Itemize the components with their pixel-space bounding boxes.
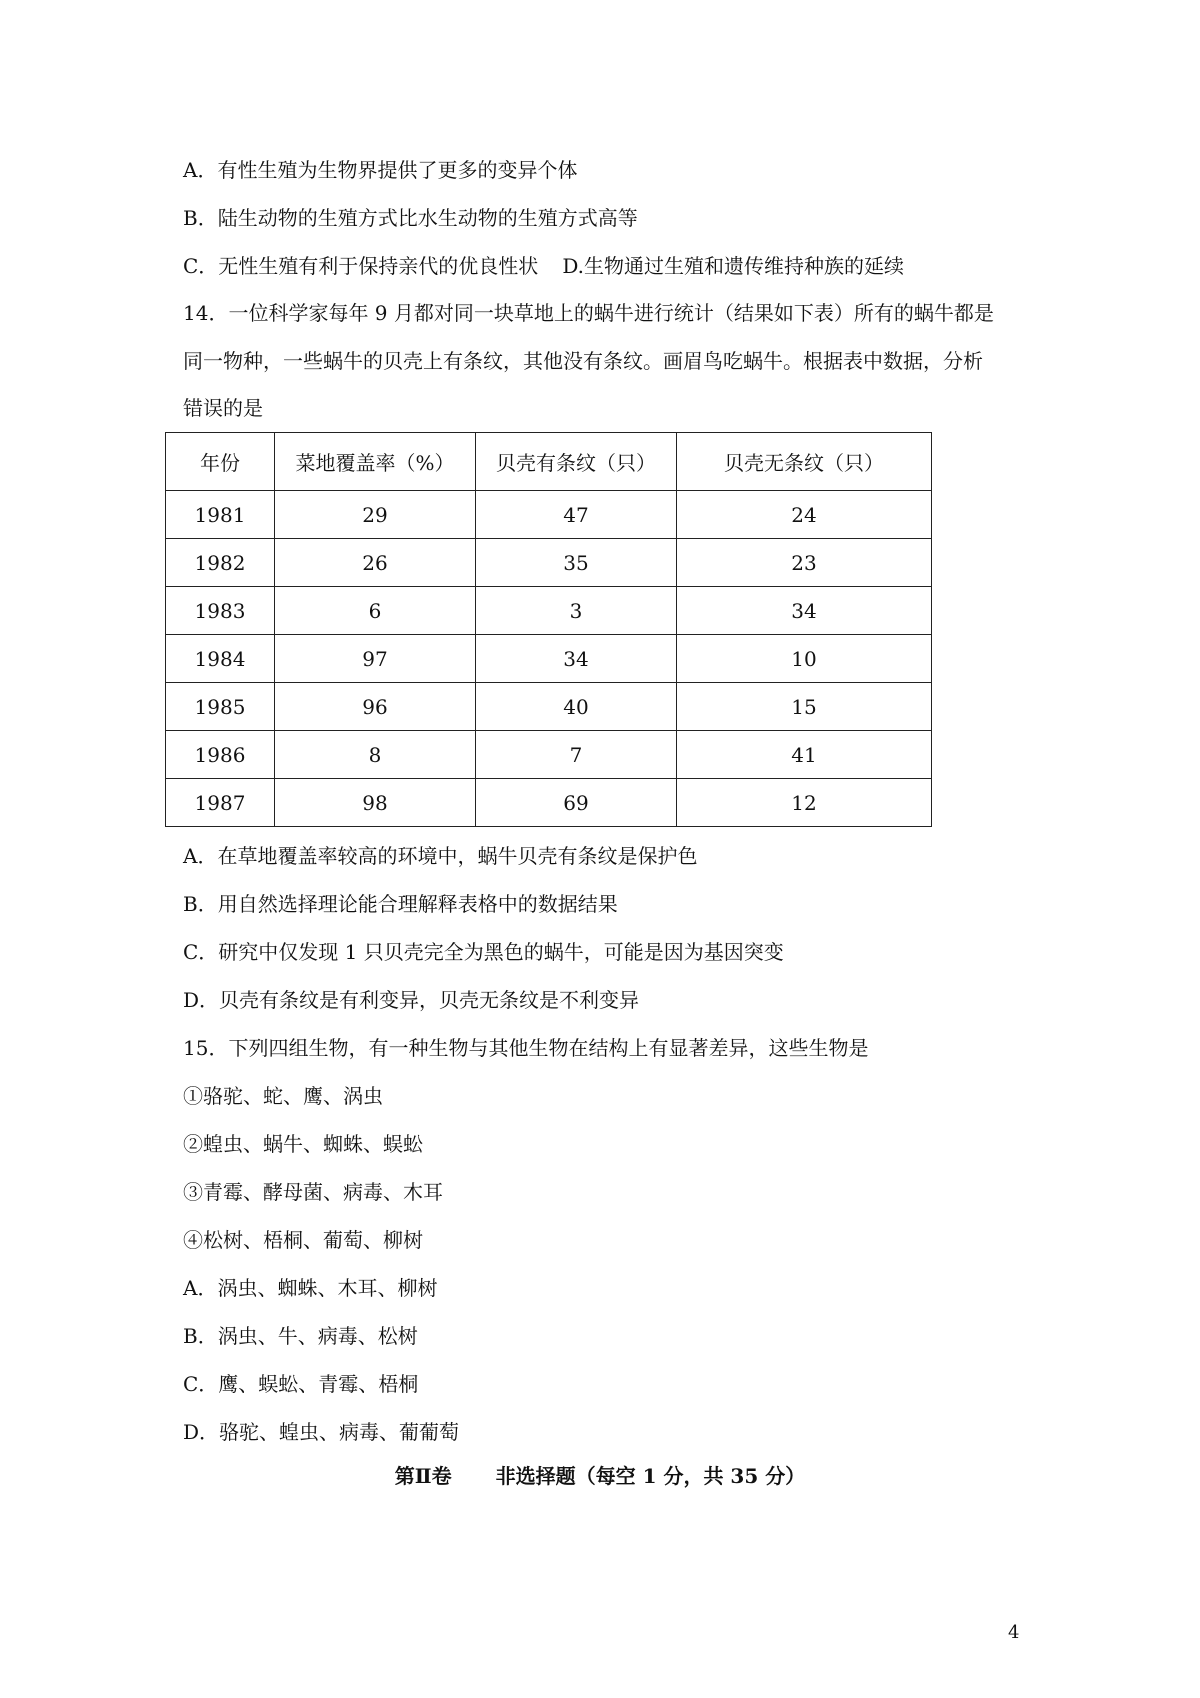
cell-year: 1985 xyxy=(166,683,275,731)
cell-coverage: 96 xyxy=(275,683,476,731)
q14-option-c: C．研究中仅发现 1 只贝壳完全为黑色的蜗牛，可能是因为基因突变 xyxy=(183,940,784,964)
cell-coverage: 98 xyxy=(275,779,476,827)
q13-option-a: A．有性生殖为生物界提供了更多的变异个体 xyxy=(183,158,578,182)
cell-unstriped: 23 xyxy=(677,539,932,587)
q13-option-b: B．陆生动物的生殖方式比水生动物的生殖方式高等 xyxy=(183,206,638,230)
table-header-row xyxy=(166,433,932,491)
header-year: 年份 xyxy=(166,433,275,491)
q14-stem-line-1: 14．一位科学家每年 9 月都对同一块草地上的蜗牛进行统计（结果如下表）所有的蜗牛都是 xyxy=(183,301,994,325)
cell-striped: 3 xyxy=(476,587,677,635)
header-coverage: 菜地覆盖率（%） xyxy=(275,433,476,491)
q15-option-d: D．骆驼、蝗虫、病毒、葡葡萄 xyxy=(183,1420,460,1444)
cell-striped: 40 xyxy=(476,683,677,731)
q13-options-cd xyxy=(183,253,904,279)
table-row xyxy=(166,539,932,587)
header-unstriped: 贝壳无条纹（只） xyxy=(677,433,932,491)
cell-coverage: 97 xyxy=(275,635,476,683)
q15-group-3: ③青霉、酵母菌、病毒、木耳 xyxy=(183,1180,443,1204)
q14-option-a: A．在草地覆盖率较高的环境中，蜗牛贝壳有条纹是保护色 xyxy=(183,844,698,868)
cell-striped: 47 xyxy=(476,491,677,539)
q14-stem-line-2: 同一物种，一些蜗牛的贝壳上有条纹，其他没有条纹。画眉鸟吃蜗牛。根据表中数据，分析 xyxy=(183,349,983,373)
cell-coverage: 6 xyxy=(275,587,476,635)
cell-year: 1986 xyxy=(166,731,275,779)
q14-option-b: B．用自然选择理论能合理解释表格中的数据结果 xyxy=(183,892,618,916)
cell-striped: 69 xyxy=(476,779,677,827)
table-row xyxy=(166,779,932,827)
cell-year: 1982 xyxy=(166,539,275,587)
cell-coverage: 26 xyxy=(275,539,476,587)
cell-unstriped: 15 xyxy=(677,683,932,731)
table-row xyxy=(166,491,932,539)
cell-unstriped: 34 xyxy=(677,587,932,635)
q15-option-a: A．涡虫、蜘蛛、木耳、柳树 xyxy=(183,1276,438,1300)
cell-year: 1983 xyxy=(166,587,275,635)
section-volume: 第Ⅱ卷 xyxy=(394,1464,452,1488)
cell-unstriped: 12 xyxy=(677,779,932,827)
cell-coverage: 29 xyxy=(275,491,476,539)
cell-year: 1981 xyxy=(166,491,275,539)
q15-option-c: C．鹰、蜈蚣、青霉、梧桐 xyxy=(183,1372,419,1396)
header-striped: 贝壳有条纹（只） xyxy=(476,433,677,491)
snail-data-table xyxy=(165,432,932,827)
cell-striped: 7 xyxy=(476,731,677,779)
cell-unstriped: 24 xyxy=(677,491,932,539)
cell-unstriped: 10 xyxy=(677,635,932,683)
table-row xyxy=(166,731,932,779)
q14-stem-line-3: 错误的是 xyxy=(183,396,263,420)
table-row xyxy=(166,587,932,635)
q15-option-b: B．涡虫、牛、病毒、松树 xyxy=(183,1324,418,1348)
q14-option-d: D．贝壳有条纹是有利变异，贝壳无条纹是不利变异 xyxy=(183,988,640,1012)
q13-option-d: D.生物通过生殖和遗传维持种族的延续 xyxy=(562,254,904,278)
q15-group-4: ④松树、梧桐、葡萄、柳树 xyxy=(183,1228,423,1252)
cell-striped: 34 xyxy=(476,635,677,683)
q15-stem: 15．下列四组生物，有一种生物与其他生物在结构上有显著差异，这些生物是 xyxy=(183,1036,869,1060)
cell-unstriped: 41 xyxy=(677,731,932,779)
section-heading xyxy=(0,1460,1200,1489)
page-number: 4 xyxy=(1008,1622,1020,1643)
table-row xyxy=(166,635,932,683)
q13-option-c: C．无性生殖有利于保持亲代的优良性状 xyxy=(183,254,539,278)
cell-year: 1987 xyxy=(166,779,275,827)
cell-striped: 35 xyxy=(476,539,677,587)
q15-group-2: ②蝗虫、蜗牛、蜘蛛、蜈蚣 xyxy=(183,1132,423,1156)
cell-year: 1984 xyxy=(166,635,275,683)
section-subtitle: 非选择题（每空 1 分，共 35 分） xyxy=(495,1464,806,1488)
q15-group-1: ①骆驼、蛇、鹰、涡虫 xyxy=(183,1084,383,1108)
cell-coverage: 8 xyxy=(275,731,476,779)
table-row xyxy=(166,683,932,731)
